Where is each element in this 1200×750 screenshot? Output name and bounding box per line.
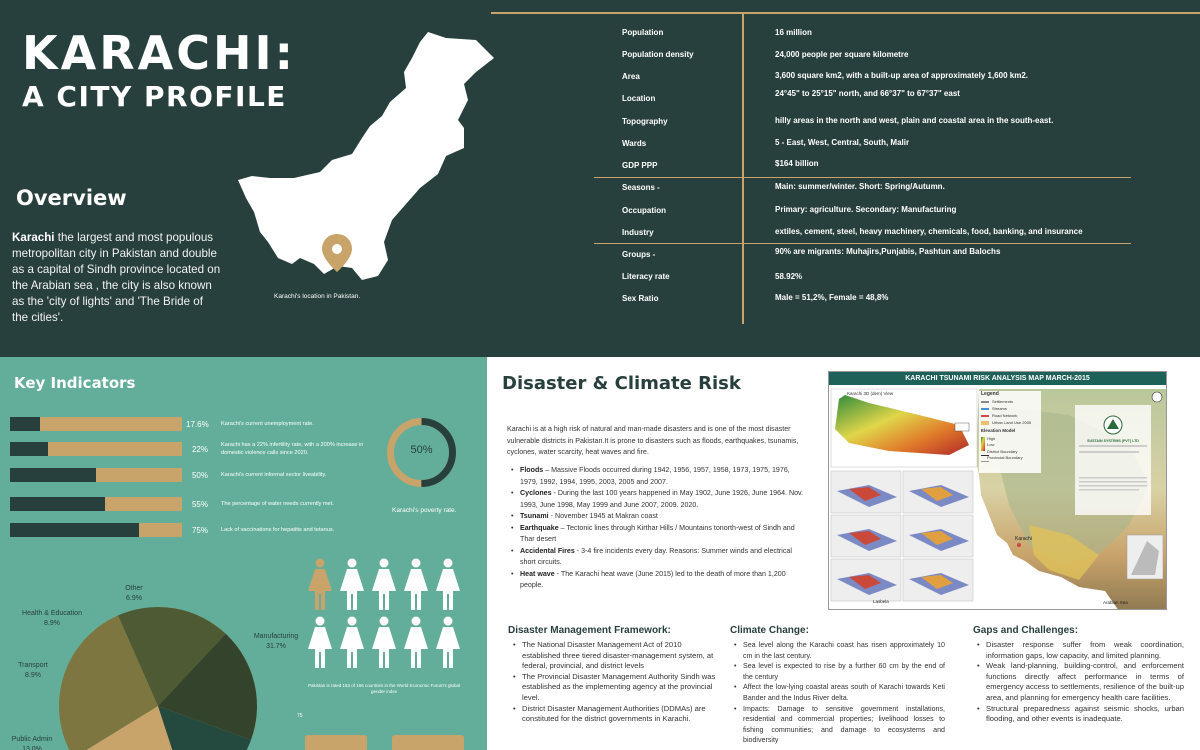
list-item: • The Provincial Disaster Management Authority Sindh was established as the implementing agency at the provincial level. xyxy=(510,672,720,704)
risk-text: - 3-4 fire incidents every day. Reasons: Summer winds and electrical short circuits. xyxy=(520,546,792,566)
indicator-description: Karachi's current unemployment rate. xyxy=(221,421,314,427)
framework-list xyxy=(510,640,720,725)
indicator-percent: 17.6% xyxy=(186,420,209,429)
risk-name: Tsunami xyxy=(520,512,549,520)
indicator-bar-fill xyxy=(10,468,96,482)
fact-value: 58.92% xyxy=(775,272,803,281)
legend-item: District Boundary xyxy=(987,448,1018,454)
pie-label-name: Other xyxy=(125,585,143,592)
disaster-intro: Karachi is at a high risk of natural and man-made disasters and is one of the most disaster vulnerable districts in Pakistan.It is prone to disasters such as floods, earthquakes, tsunamis, cyclones, water scarcity, heat waves and fire. xyxy=(507,425,799,456)
list-item xyxy=(507,488,803,511)
pie-label-value: 8.9% xyxy=(44,620,60,627)
fact-value: Main: summer/winter. Short: Spring/Autumn. xyxy=(775,182,945,191)
overview-body: the largest and most populous metropolitan city in Pakistan and double as a capital of Sindh province located on the Arabian sea , the city is also known as the 'city of lights' and 'The Bride of the cities'. xyxy=(12,231,221,324)
fact-value: 16 million xyxy=(775,28,812,37)
bar-block xyxy=(392,735,464,750)
page-title-line-1: KARACHI: xyxy=(22,26,297,80)
disaster-risk-list xyxy=(507,465,803,592)
legend-item: Road Network xyxy=(992,413,1018,418)
key-indicators-heading: Key Indicators xyxy=(14,374,136,392)
fact-label: Area xyxy=(622,72,640,81)
fact-label: Sex Ratio xyxy=(622,294,659,303)
overview-heading: Overview xyxy=(16,186,127,210)
bar-block xyxy=(305,735,367,750)
overview-lead: Karachi xyxy=(12,231,55,244)
list-item: • Structural preparedness against seismic shocks, urban flooding, and other events is inadequate. xyxy=(974,704,1184,725)
risk-name: Cyclones xyxy=(520,489,552,497)
map-label-karachi: Karachi xyxy=(1015,536,1032,542)
pie-label-value: 6.9% xyxy=(126,595,142,602)
list-item: • Sea level is expected to rise by a further 60 cm by the end of the century xyxy=(731,661,945,682)
list-item xyxy=(507,511,803,523)
fact-value: 24,000 people per square kilometre xyxy=(775,50,909,59)
fact-label: Topography xyxy=(622,117,668,126)
chart-value-label: 75 xyxy=(297,713,303,719)
person-icon xyxy=(308,559,332,611)
divider xyxy=(594,243,1131,244)
framework-heading: Disaster Management Framework: xyxy=(508,625,671,636)
elevation-title: Elevation Model xyxy=(981,428,1016,433)
fact-value: Primary: agriculture. Secondary: Manufacturing xyxy=(775,205,957,214)
climate-heading: Climate Change: xyxy=(730,625,809,636)
risk-text: - November 1945 at Makran coast xyxy=(548,512,658,520)
person-icon xyxy=(340,617,364,669)
legend-item: Streams xyxy=(992,406,1007,411)
gender-index-caption: Pakistan is rated 153 of 156 countries in the World Economic Forum's global gender index xyxy=(307,683,461,694)
disaster-heading: Disaster & Climate Risk xyxy=(502,373,741,394)
indicator-percent: 50% xyxy=(191,471,208,480)
indicator-bar xyxy=(10,523,182,537)
pie-label-value: 13.0% xyxy=(22,746,42,750)
page-title-line-2: A CITY PROFILE xyxy=(22,80,287,113)
climate-list xyxy=(731,640,945,746)
indicator-description: The percentage of water needs currently met. xyxy=(221,501,334,507)
risk-name: Heat wave xyxy=(520,569,555,578)
pie-label-manufacturing xyxy=(249,632,303,652)
pie-label-name: Public Admin xyxy=(11,736,53,743)
pie-label-value: 31.7% xyxy=(266,643,286,650)
ring-caption: Karachi's poverty rate. xyxy=(392,507,457,514)
list-item xyxy=(507,569,803,592)
risk-text: - During the last 100 years happened in May 1902, June 1926, June 1964. Nov. 1993, June 1998, May 1999 and June 2007, 2009. 2020. xyxy=(520,489,804,509)
indicator-percent: 55% xyxy=(191,500,208,509)
compass-icon xyxy=(1152,392,1162,402)
person-icon xyxy=(308,617,332,669)
list-item: • Affect the low-lying coastal areas south of Karachi towards Keti Bander and the Indus River delta. xyxy=(731,682,945,703)
list-item: • District Disaster Management Authorities (DDMAs) are constituted for the district governments in Karachi. xyxy=(510,704,720,725)
city-profile-header-panel xyxy=(0,0,1200,357)
fact-label: Industry xyxy=(622,228,654,237)
org-name: SUSTAIN SYSTEMS (PVT) LTD xyxy=(1087,439,1139,443)
pie-label-public-admin xyxy=(6,735,58,750)
person-icon xyxy=(372,559,396,611)
legend-title: Legend xyxy=(981,391,999,397)
risk-text: – Massive Floods occurred during 1942, 1956, 1957, 1958, 1973, 1975, 1976, 1979, 1992, 1994, 1995, 2003, 2005 and 2007. xyxy=(520,466,790,486)
list-item: • Impacts: Damage to sensitive government installations, residential and commercial properties; livelihood losses to fishing communities; and damage to ecosystems and biodiversity xyxy=(731,704,945,746)
list-item: • The National Disaster Management Act of 2010 established three tiered disaster-management system, at federal, provincial, and district levels xyxy=(510,640,720,672)
indicator-bar-fill xyxy=(10,417,40,431)
fact-value: $164 billion xyxy=(775,159,819,168)
legend-item: High xyxy=(987,436,996,441)
divider xyxy=(742,12,744,324)
indicator-description: Lack of vaccinations for hepatitis and tetanus. xyxy=(221,527,335,533)
person-icon xyxy=(372,617,396,669)
fact-value: 90% are migrants: Muhajirs,Punjabis, Pashtun and Balochs xyxy=(775,247,1001,256)
fact-label: Literacy rate xyxy=(622,272,670,281)
list-item xyxy=(507,523,803,546)
divider xyxy=(594,177,1131,178)
ring-value: 50% xyxy=(410,444,433,456)
risk-text: – Tectonic lines through Kirthar Hills / Mountains tonorth-west of Sindh and Thar desert xyxy=(520,523,795,543)
legend-item: Low xyxy=(987,442,995,448)
map-caption: Karachi's location in Pakistan. xyxy=(274,293,361,300)
list-item xyxy=(507,546,803,569)
overview-text xyxy=(12,230,222,326)
person-icon xyxy=(340,559,364,611)
risk-name: Floods xyxy=(520,466,544,474)
indicator-description: Karachi's current informal sector liveability. xyxy=(221,472,327,478)
indicator-bar xyxy=(10,497,182,511)
fact-label: Location xyxy=(622,94,656,103)
pie-label-name: Manufacturing xyxy=(253,633,299,640)
list-item: • Disaster response suffer from weak coordination, information gaps, low capacity, and limited planning. xyxy=(974,640,1184,661)
indicator-bar xyxy=(10,468,182,482)
elevation-list xyxy=(987,436,1023,462)
indicator-percent: 75% xyxy=(191,526,208,535)
person-icon xyxy=(404,559,428,611)
fact-label: Population xyxy=(622,28,664,37)
fact-value: 3,600 square km2, with a built-up area of approximately 1,600 km2. xyxy=(775,71,1028,80)
indicator-bar xyxy=(10,442,182,456)
fact-label: Wards xyxy=(622,139,647,148)
indicator-bar-fill xyxy=(10,497,105,511)
list-item xyxy=(507,465,803,488)
inset-title: Karachi 3D (dem) View xyxy=(847,391,894,396)
fact-value: extiles, cement, steel, heavy machinery, chemicals, food, banking, and insurance xyxy=(775,227,1083,236)
risk-name: Earthquake xyxy=(520,523,559,532)
fact-value: 24°45" to 25°15" north, and 66°37" to 67°37" east xyxy=(775,89,960,98)
pie-label-value: 8.9% xyxy=(25,672,41,679)
gaps-heading: Gaps and Challenges: xyxy=(973,625,1079,636)
fact-value: hilly areas in the north and west, plain and coastal area in the south-east. xyxy=(775,116,1054,125)
legend-item: Provincial Boundary xyxy=(987,455,1023,461)
fact-label: Seasons - xyxy=(622,183,660,192)
legend-item: Settlements xyxy=(992,399,1014,404)
pie-label-name: Transport xyxy=(18,662,48,669)
person-icon xyxy=(436,559,460,611)
indicator-description: Karachi has a 22% infertility rate, with a 200% increase in domestic violence calls since 2020. xyxy=(221,442,364,456)
list-item: • Sea level along the Karachi coast has risen approximately 10 cm in the last century. xyxy=(731,640,945,661)
fact-value: 5 - East, West, Central, South, Malir xyxy=(775,138,910,147)
pie-label-other xyxy=(112,584,156,604)
pakistan-map-icon xyxy=(232,28,502,293)
fact-label: GDP PPP xyxy=(622,161,658,170)
map-label-sea: Arabian Sea xyxy=(1103,600,1128,605)
indicator-bar xyxy=(10,417,182,431)
map-title: KARACHI TSUNAMI RISK ANALYSIS MAP MARCH-2015 xyxy=(829,372,1166,385)
fact-value: Male = 51,2%, Female = 48,8% xyxy=(775,293,889,302)
tsunami-risk-map xyxy=(828,371,1167,610)
indicator-bar-fill xyxy=(10,442,48,456)
fact-label: Groups - xyxy=(622,250,656,259)
indicator-bar-fill xyxy=(10,523,139,537)
divider xyxy=(491,12,1200,14)
risk-text: - The Karachi heat wave (June 2015) led to the death of more than 1,200 people. xyxy=(520,569,786,589)
gaps-list xyxy=(974,640,1184,725)
legend-list xyxy=(992,398,1031,426)
list-item: • Weak land-planning, building-control, and enforcement functions directly affect performance in terms of emergency access to settlements, resilience of the built-up area, and planning for emergency health care facilities. xyxy=(974,661,1184,703)
pie-label-name: Health & Education xyxy=(22,610,82,617)
fact-label: Population density xyxy=(622,50,694,59)
gender-index-pictogram xyxy=(306,558,464,678)
pie-label-health-education xyxy=(16,609,88,629)
map-label-lasbela: Lasbela xyxy=(873,599,889,604)
indicator-percent: 22% xyxy=(191,445,208,454)
person-icon xyxy=(404,617,428,669)
fact-label: Occupation xyxy=(622,206,667,215)
risk-name: Accidental Fires xyxy=(520,546,575,555)
pie-label-transport xyxy=(12,661,54,681)
person-icon xyxy=(436,617,460,669)
legend-item: Urban Land Use 2005 xyxy=(992,420,1032,425)
